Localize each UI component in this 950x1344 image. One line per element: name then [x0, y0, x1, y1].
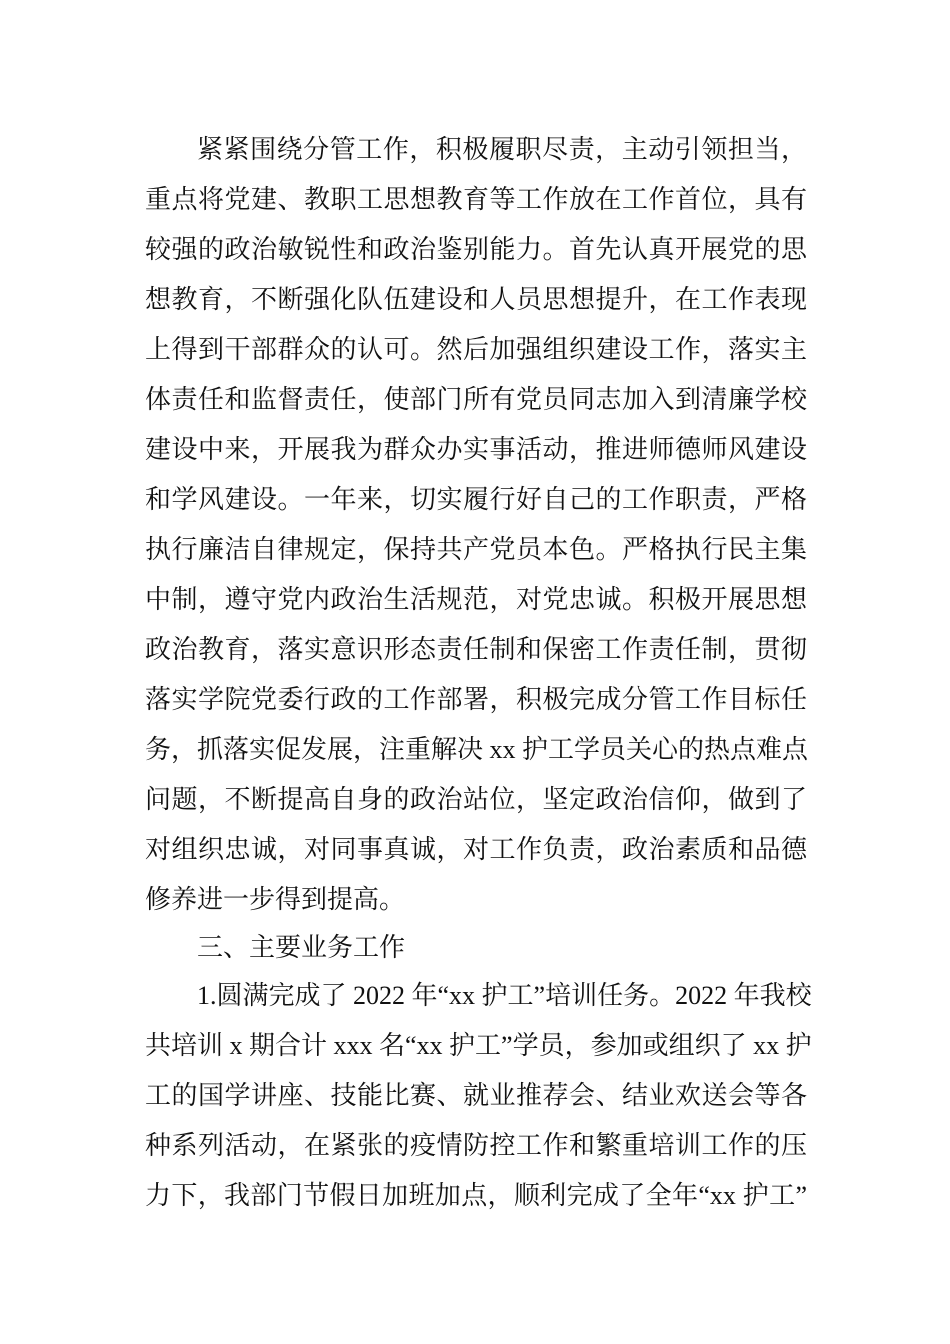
text-line: 对组织忠诚，对同事真诚，对工作负责，政治素质和品德	[145, 835, 807, 864]
text-line: 和学风建设。一年来，切实履行好自己的工作职责，严格	[145, 485, 807, 514]
text-line: 问题，不断提高自身的政治站位，坚定政治信仰，做到了	[145, 785, 807, 814]
text-line: 体责任和监督责任，使部门所有党员同志加入到清廉学校	[145, 385, 807, 414]
text-line: 政治教育，落实意识形态责任制和保密工作责任制，贯彻	[145, 635, 807, 664]
text-line: 务，抓落实促发展，注重解决 xx 护工学员关心的热点难点	[145, 735, 809, 764]
text-line: 建设中来，开展我为群众办实事活动，推进师德师风建设	[145, 435, 807, 464]
text-line: 共培训 x 期合计 xxx 名“xx 护工”学员，参加或组织了 xx 护	[145, 1031, 812, 1060]
text-line: 工的国学讲座、技能比赛、就业推荐会、结业欢送会等各	[145, 1081, 807, 1110]
text-line: 落实学院党委行政的工作部署，积极完成分管工作目标任	[145, 685, 807, 714]
section-heading: 三、主要业务工作	[197, 933, 406, 962]
text-line: 种系列活动，在紧张的疫情防控工作和繁重培训工作的压	[145, 1131, 807, 1160]
text-line: 中制，遵守党内政治生活规范，对党忠诚。积极开展思想	[145, 585, 807, 614]
text-line: 执行廉洁自律规定，保持共产党员本色。严格执行民主集	[145, 535, 807, 564]
paragraph-political-work	[145, 125, 807, 925]
text-line: 紧紧围绕分管工作，积极履职尽责，主动引领担当，	[197, 135, 807, 164]
text-line: 重点将党建、教职工思想教育等工作放在工作首位，具有	[145, 185, 807, 214]
paragraph-main-business	[145, 971, 812, 1221]
text-line: 较强的政治敏锐性和政治鉴别能力。首先认真开展党的思	[145, 235, 807, 264]
text-line: 1.圆满完成了 2022 年“xx 护工”培训任务。2022 年我校	[197, 981, 812, 1010]
text-line: 上得到干部群众的认可。然后加强组织建设工作，落实主	[145, 335, 807, 364]
text-line: 想教育，不断强化队伍建设和人员思想提升，在工作表现	[145, 285, 807, 314]
text-line: 力下，我部门节假日加班加点，顺利完成了全年“xx 护工”	[145, 1181, 807, 1210]
document-page	[145, 125, 812, 1221]
text-line: 修养进一步得到提高。	[145, 885, 406, 914]
